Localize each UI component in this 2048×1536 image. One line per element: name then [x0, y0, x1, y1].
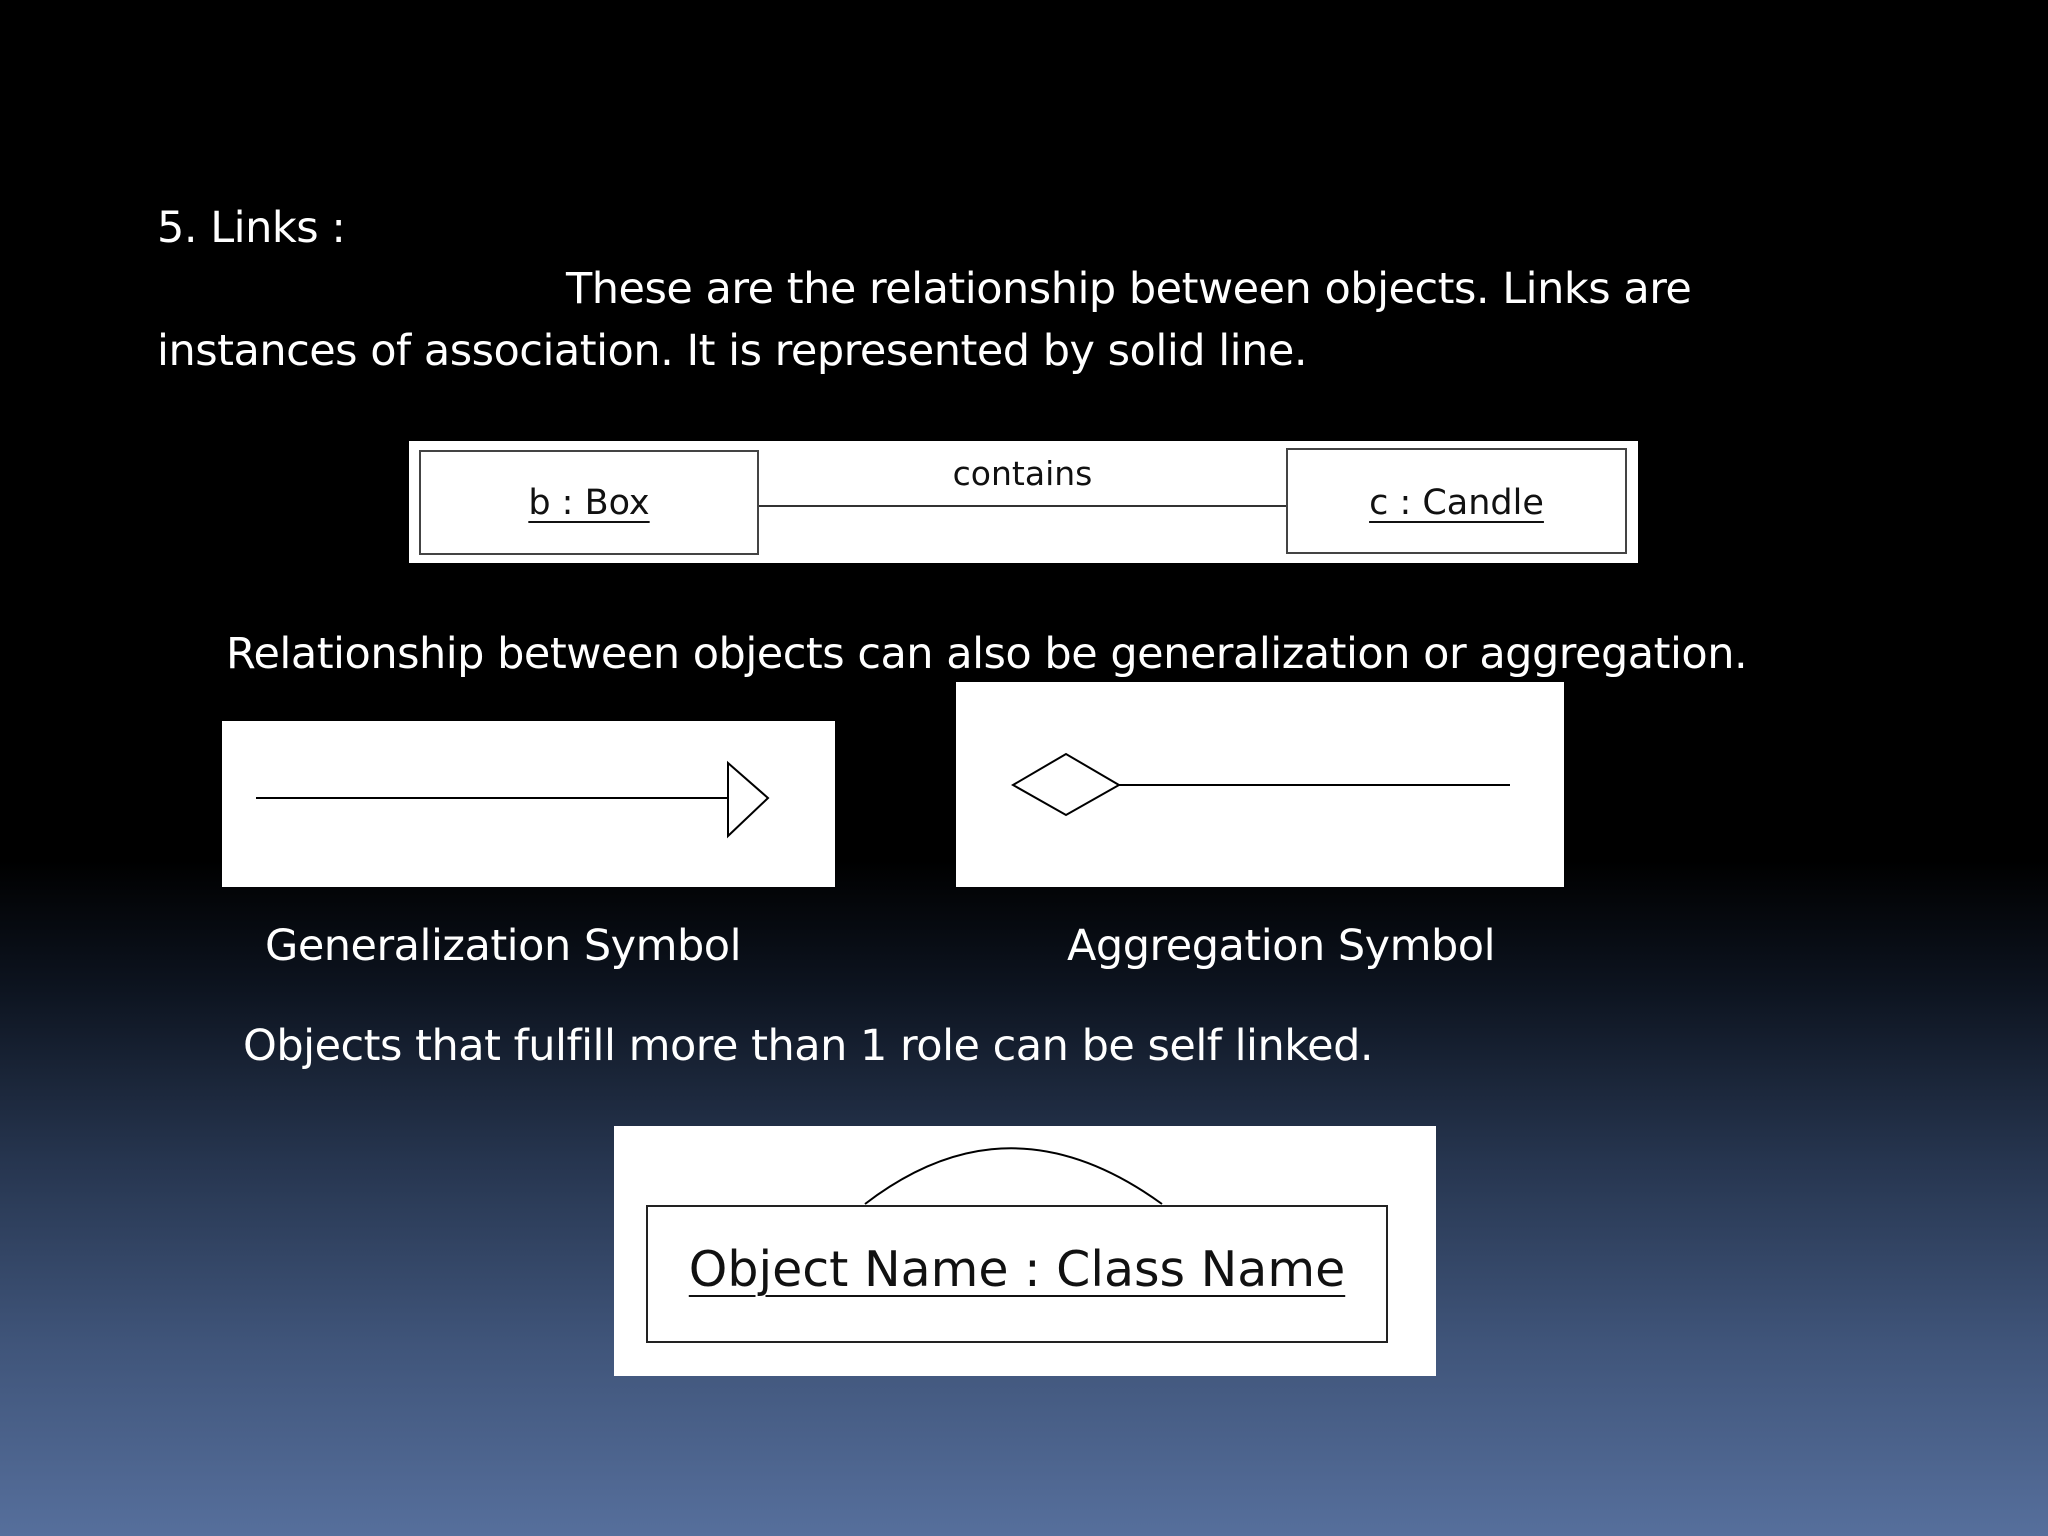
- self-link-object-label: Object Name : Class Name: [688, 1241, 1346, 1298]
- generalization-arrow-icon: [222, 721, 835, 887]
- intro-text-line-1: These are the relationship between objects. Links are: [566, 264, 1692, 314]
- aggregation-caption: Aggregation Symbol: [1067, 921, 1496, 971]
- generalization-caption: Generalization Symbol: [265, 921, 742, 971]
- right-object-box: [1286, 448, 1627, 554]
- aggregation-symbol-panel: [956, 682, 1564, 887]
- left-object-label: b : Box: [528, 483, 650, 523]
- generalization-symbol-panel: [222, 721, 835, 887]
- right-object-label: c : Candle: [1369, 483, 1544, 523]
- relationship-text: Relationship between objects can also be generalization or aggregation.: [226, 629, 1748, 679]
- association-label: contains: [952, 454, 1093, 493]
- aggregation-diamond-icon: [956, 682, 1564, 887]
- link-diagram: [409, 441, 1638, 563]
- slide-heading: 5. Links :: [157, 203, 346, 253]
- self-link-object-box: [646, 1205, 1388, 1343]
- intro-text-line-2: instances of association. It is represented by solid line.: [157, 326, 1307, 376]
- self-link-diagram: [614, 1126, 1436, 1376]
- self-link-text: Objects that fulfill more than 1 role can be self linked.: [243, 1021, 1374, 1071]
